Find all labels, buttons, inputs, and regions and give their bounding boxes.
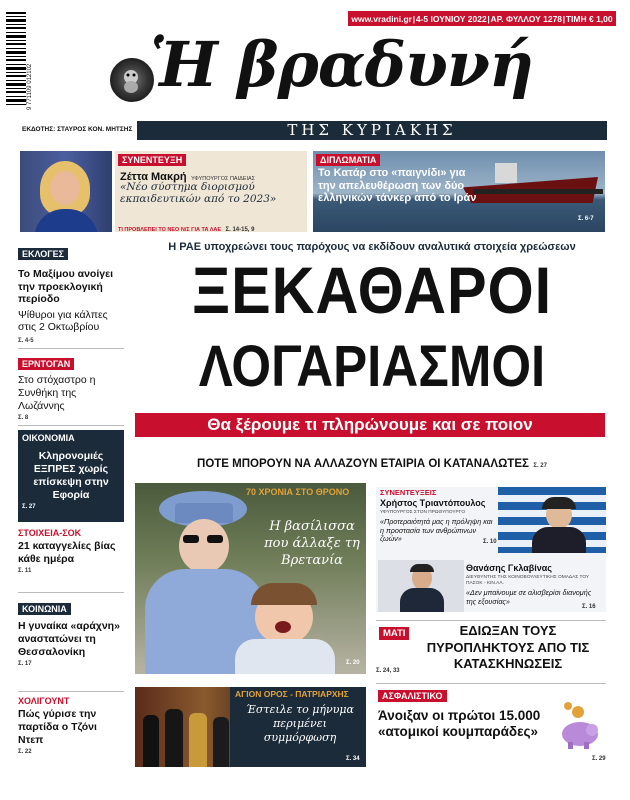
glavinas-photo [378,560,464,612]
owl-emblem-icon [112,60,152,100]
interviewee-name-text: Ζέττα Μακρή [120,171,187,183]
sidebar-item-shock-data[interactable] [18,528,124,574]
lead-headline-line2[interactable]: ΛΟΓΑΡΙΑΣΜΟΙ [198,334,546,399]
page-ref: Σ. 14-15, 9 [225,227,255,233]
glavinas-pages: Σ. 16 [582,604,596,610]
lead-kicker: Η ΡΑΕ υποχρεώνει τους παρόχους να εκδίδουν αναλυτικά στοιχεία χρεώσεων [168,241,576,253]
zetta-makri-photo [20,151,112,232]
hollywood-tag: ΧΟΛΙΓΟΥΝΤ [18,696,70,706]
coin-emblem [110,58,154,102]
shock-pages: Σ. 11 [18,568,32,574]
lead-subline-text: ΠΟΤΕ ΜΠΟΡΟΥΝ ΝΑ ΑΛΛΑΖΟΥΝ ΕΤΑΙΡΙΑ ΟΙ ΚΑΤΑΝΑΛΩΤΕΣ [197,458,529,470]
lead-headline-line1[interactable]: ΞΕΚΑΘΑΡΟΙ [192,253,552,327]
sidebar-item-erdogan[interactable] [18,354,124,421]
lead-banner: Θα ξέρουμε τι πληρώνουμε και σε ποιον [135,413,605,437]
erdogan-headline: Στο στόχαστρο η Συνθήκη της Λωζάννης [18,374,96,412]
website-link[interactable]: www.vradini.gr [351,13,412,24]
shock-tag: ΣΤΟΙΧΕΙΑ-ΣΟΚ [18,528,82,538]
queen-pages: Σ. 20 [346,660,360,666]
interview-quote[interactable]: «Νέο σύστημα διορισμού εκπαιδευτικών από το 2023» [120,181,277,205]
insurance-headline[interactable]: Άνοιξαν οι πρώτοι 15.000 «ατομικοί κουμπαράδες» [378,708,541,739]
economy-headline: Κληρονομιές ΕΞΠΡΕΣ χωρίς επίσκεψη στην Εφορία [33,450,109,501]
flag-background [498,487,606,553]
society-headline: Η γυναίκα «αράχνη» αναστατώνει τη Θεσσαλονίκη [18,620,120,658]
queen-photo [135,483,366,674]
price: ΤΙΜΗ € 1,00 [565,13,613,24]
economy-tag: ΟΙΚΟΝΟΜΙΑ [22,433,75,443]
lead-pages: Σ. 27 [533,463,547,469]
sidebar-item-economy[interactable] [18,430,124,522]
interviewee-role: ΥΦΥΠΟΥΡΓΟΣ ΠΑΙΔΕΙΑΣ [191,176,256,182]
insurance-tag: ΑΣΦΑΛΙΣΤΙΚΟ [378,690,447,702]
diplomacy-tag: ΔΙΠΛΩΜΑΤΙΑ [316,154,380,166]
sidebar-item-hollywood[interactable] [18,696,124,755]
elections-sub: Ψίθυροι για κάλπες στις 2 Οκτωβρίου [18,308,108,333]
glavinas-role: ΔΙΕΥΘΥΝΤΗΣ ΤΗΣ ΚΟΙΝΟΒΟΥΛΕΥΤΙΚΗΣ ΟΜΑΔΑΣ ΤΟΥ ΠΑΣΟΚ - ΚΙΝ.ΑΛ. [466,575,590,586]
newspaper-title: Ἡ βραδυνή [150,28,534,101]
glavinas-quote[interactable]: «Δεν μπαίνουμε σε αλισβερίσι διανομής της εξουσίας» [466,588,592,606]
sidebar-item-society[interactable] [18,599,124,667]
hollywood-headline: Πώς γύρισε την παρτίδα ο Τζόνι Ντεπ [18,708,97,746]
interviews-tag: ΣΥΝΕΝΤΕΥΞΕΙΣ [380,488,437,497]
interview-tag: ΣΥΝΕΝΤΕΥΞΗ [118,154,186,166]
glavinas-name: Θανάσης Γκλαβίνας [466,563,552,573]
athos-tag: ΑΓΙΟΝ ΟΡΟΣ - ΠΑΤΡΙΑΡΧΗΣ [235,689,349,699]
barcode-number: 9 771109 012102 [27,63,33,110]
society-pages: Σ. 17 [18,661,32,667]
queen-headline[interactable]: Η βασίλισσα που άλλαξε τη Βρετανία [264,519,360,568]
queen-tag: 70 ΧΡΟΝΙΑ ΣΤΟ ΘΡΟΝΟ [246,487,350,497]
sidebar-item-elections[interactable] [18,244,124,344]
footer-text: ΤΙ ΠΡΟΒΛΕΠΕΙ ΤΟ ΝΕΟ Ν/Σ ΓΙΑ ΤΑ ΛΑΕ [118,227,222,233]
interview-footer [118,218,254,236]
mati-pages: Σ. 24, 33 [376,668,400,674]
elections-pages: Σ. 4-5 [18,337,34,344]
lead-subline [133,454,611,472]
issue-number: ΑΡ. ΦΥΛΛΟΥ 1278 [490,13,563,24]
elections-tag: ΕΚΛΟΓΕΣ [18,248,68,260]
publisher-line: ΕΚΔΟΤΗΣ: ΣΤΑΥΡΟΣ ΚΟΝ. ΜΗΤΣΗΣ [22,126,133,133]
qatar-pages: Σ. 6-7 [578,216,594,222]
triantopoulos-name: Χρήστος Τριαντόπουλος [380,498,486,508]
erdogan-pages: Σ. 8 [18,415,29,421]
erdogan-tag: ΕΡΝΤΟΓΑΝ [18,358,74,370]
insurance-pages: Σ. 29 [592,756,606,762]
athos-pages: Σ. 34 [346,756,360,762]
masthead-info-bar: www.vradini.gr | 4-5 ΙΟΥΝΙΟΥ 2022 | ΑΡ. ΦΥΛΛΟΥ 1278 | ΤΙΜΗ € 1,00 [348,11,616,26]
shock-headline: 21 καταγγελίες βίας κάθε ημέρα [18,540,116,565]
hollywood-pages: Σ. 22 [18,749,32,755]
triantopoulos-pages: Σ. 10 [483,539,497,545]
elections-headline: Το Μαξίμου ανοίγει την προεκλογική περίοδο [18,268,113,305]
society-tag: ΚΟΙΝΩΝΙΑ [18,603,71,615]
qatar-headline[interactable]: Το Κατάρ στο «παιγνίδι» για την απελευθέρωση των δύο ελληνικών τάνκερ από το Ιράν [318,167,477,204]
triantopoulos-quote[interactable]: «Προτεραιότητά μας η πρόληψη και η προστασία των ανθρώπινων ζωών» [380,517,493,544]
barcode [6,10,32,118]
issue-date: 4-5 ΙΟΥΝΙΟΥ 2022 [415,13,487,24]
economy-pages: Σ. 27 [22,504,36,510]
piggy-bank-icon [556,700,604,750]
mati-headline[interactable]: ΕΔΙΩΞΑΝ ΤΟΥΣ ΠΥΡΟΠΛΗΚΤΟΥΣ ΑΠΟ ΤΙΣ ΚΑΤΑΣΚΗΝΩΣΕΙΣ [426,623,590,671]
athos-headline[interactable]: Έστειλε το μήνυμα περιμένει συμμόρφωση [246,703,354,744]
mati-tag: ΜΑΤΙ [379,627,409,640]
triantopoulos-role: ΥΦΥΠΟΥΡΓΟΣ ΣΤΟΝ ΠΡΩΘΥΠΟΥΡΓΟ [380,510,466,515]
newspaper-subtitle: ΤΗΣ ΚΥΡΙΑΚΗΣ [287,121,457,139]
